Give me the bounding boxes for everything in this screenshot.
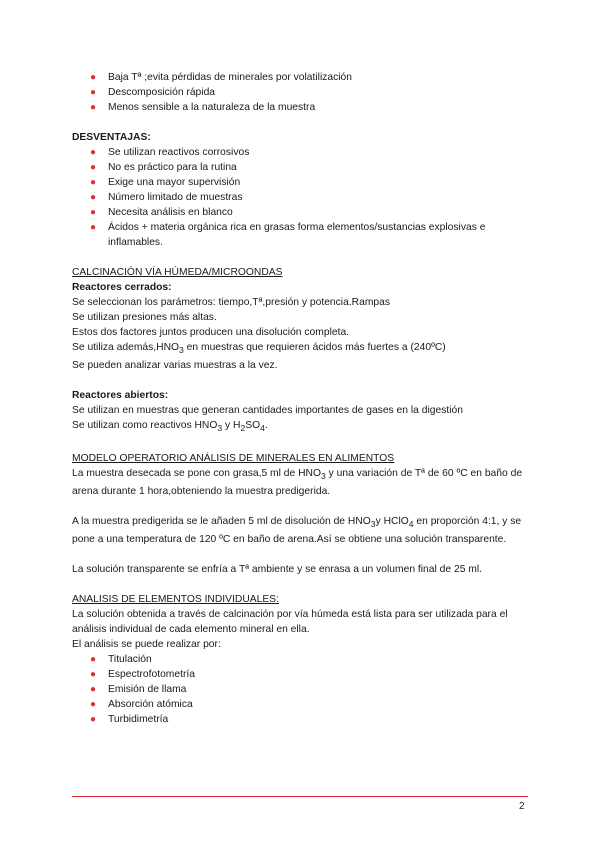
analisis-intro: La solución obtenida a través de calcinación por vía húmeda está lista para ser utilizada para el análisis individual de cada elemento mineral en ella. (72, 609, 508, 636)
list-item: ● Absorción atómica (90, 699, 193, 711)
list-item: ● Menos sensible a la naturaleza de la muestra (90, 102, 316, 113)
bullet-icon: ● (90, 669, 97, 681)
list-item: ● Número limitado de muestras (90, 192, 243, 203)
page-number: 2 (519, 801, 525, 812)
bullet-icon: ● (90, 147, 97, 158)
list-item: ● Emisión de llama (90, 684, 187, 696)
advantages-list (72, 70, 532, 115)
analisis-heading: ANALISIS DE ELEMENTOS INDIVIDUALES: (72, 594, 279, 606)
bullet-icon: ● (90, 714, 97, 726)
text-line: Estos dos factores juntos producen una disolución completa. (72, 327, 350, 338)
list-item: ● Descomposición rápida (90, 87, 216, 98)
desventajas-heading: DESVENTAJAS: (72, 132, 151, 143)
hno3-line: Se utiliza $además,HNO_3$ en muestras que requieren ácidos más fuertes a (240ºC) (72, 342, 446, 356)
document-body (72, 70, 532, 727)
bullet-icon: ● (90, 207, 97, 218)
reactivos-line: Se utilizan como reactivos $HNO_3$ y $H_2SO_4$. (72, 420, 268, 434)
footer-rule (72, 796, 528, 797)
text-line: Se utilizan en muestras que generan cantidades importantes de gases en la digestión (72, 405, 463, 417)
bullet-icon: ● (90, 177, 97, 188)
text-line: Se pueden analizar varias muestras a la vez. (72, 360, 278, 372)
calcinacion-heading: CALCINACIÓN VÍA HÚMEDA/MICROONDAS (72, 267, 283, 278)
list-item: ● Espectrofotometría (90, 669, 195, 681)
list-item: ● Exige una mayor supervisión (90, 177, 241, 188)
list-item: ● Titulación (90, 654, 152, 666)
bullet-icon: ● (90, 192, 97, 203)
methods-list (72, 652, 532, 727)
bullet-icon: ● (90, 684, 97, 696)
list-item: ● Baja Tª ;evita pérdidas de minerales por volatilización (90, 72, 353, 83)
list-item: ● Necesita análisis en blanco (90, 207, 233, 218)
modelo-paragraph-2: A la muestra predigerida se le añaden 5 ml de disolución de $HNO_3y$ HClO$_4$ en proporción 4:1, y se pone a una temperatura de 120 ºC en baño de arena.Así se obtiene una solución transparente. (72, 516, 522, 546)
bullet-icon: ● (90, 87, 97, 98)
bullet-icon: ● (90, 222, 97, 233)
disadvantages-list (72, 145, 532, 250)
modelo-paragraph-1: La muestra desecada se pone con grasa,5 ml de $HNO_3$ y una variación de Tª de 60 ºC en baño de arena durante 1 hora,obteniendo la muestra predigerida. (72, 468, 523, 498)
text-line: Se seleccionan los parámetros: tiempo,Tª,presión y potencia.Rampas (72, 297, 391, 308)
list-item: ● Turbidimetría (90, 714, 169, 726)
bullet-icon: ● (90, 72, 97, 83)
reactores-abiertos-title: Reactores abiertos: (72, 390, 169, 402)
analisis-lead: El análisis se puede realizar por: (72, 639, 221, 651)
modelo-paragraph-3: La solución transparente se enfría a Tª ambiente y se enrasa a un volumen final de 25 ml. (72, 564, 483, 576)
reactores-cerrados-title: Reactores cerrados: (72, 282, 172, 293)
text-line: Se utilizan presiones más altas. (72, 312, 217, 323)
list-item: ● Ácidos + materia orgánica rica en grasas forma elementos/sustancias explosivas e inflamables. (90, 222, 486, 248)
list-item: ● Se utilizan reactivos corrosivos (90, 147, 250, 158)
modelo-heading: MODELO OPERATORIO ANÁLISIS DE MINERALES EN ALIMENTOS (72, 453, 395, 465)
bullet-icon: ● (90, 699, 97, 711)
bullet-icon: ● (90, 654, 97, 666)
bullet-icon: ● (90, 102, 97, 113)
list-item: ● No es práctico para la rutina (90, 162, 237, 173)
bullet-icon: ● (90, 162, 97, 173)
